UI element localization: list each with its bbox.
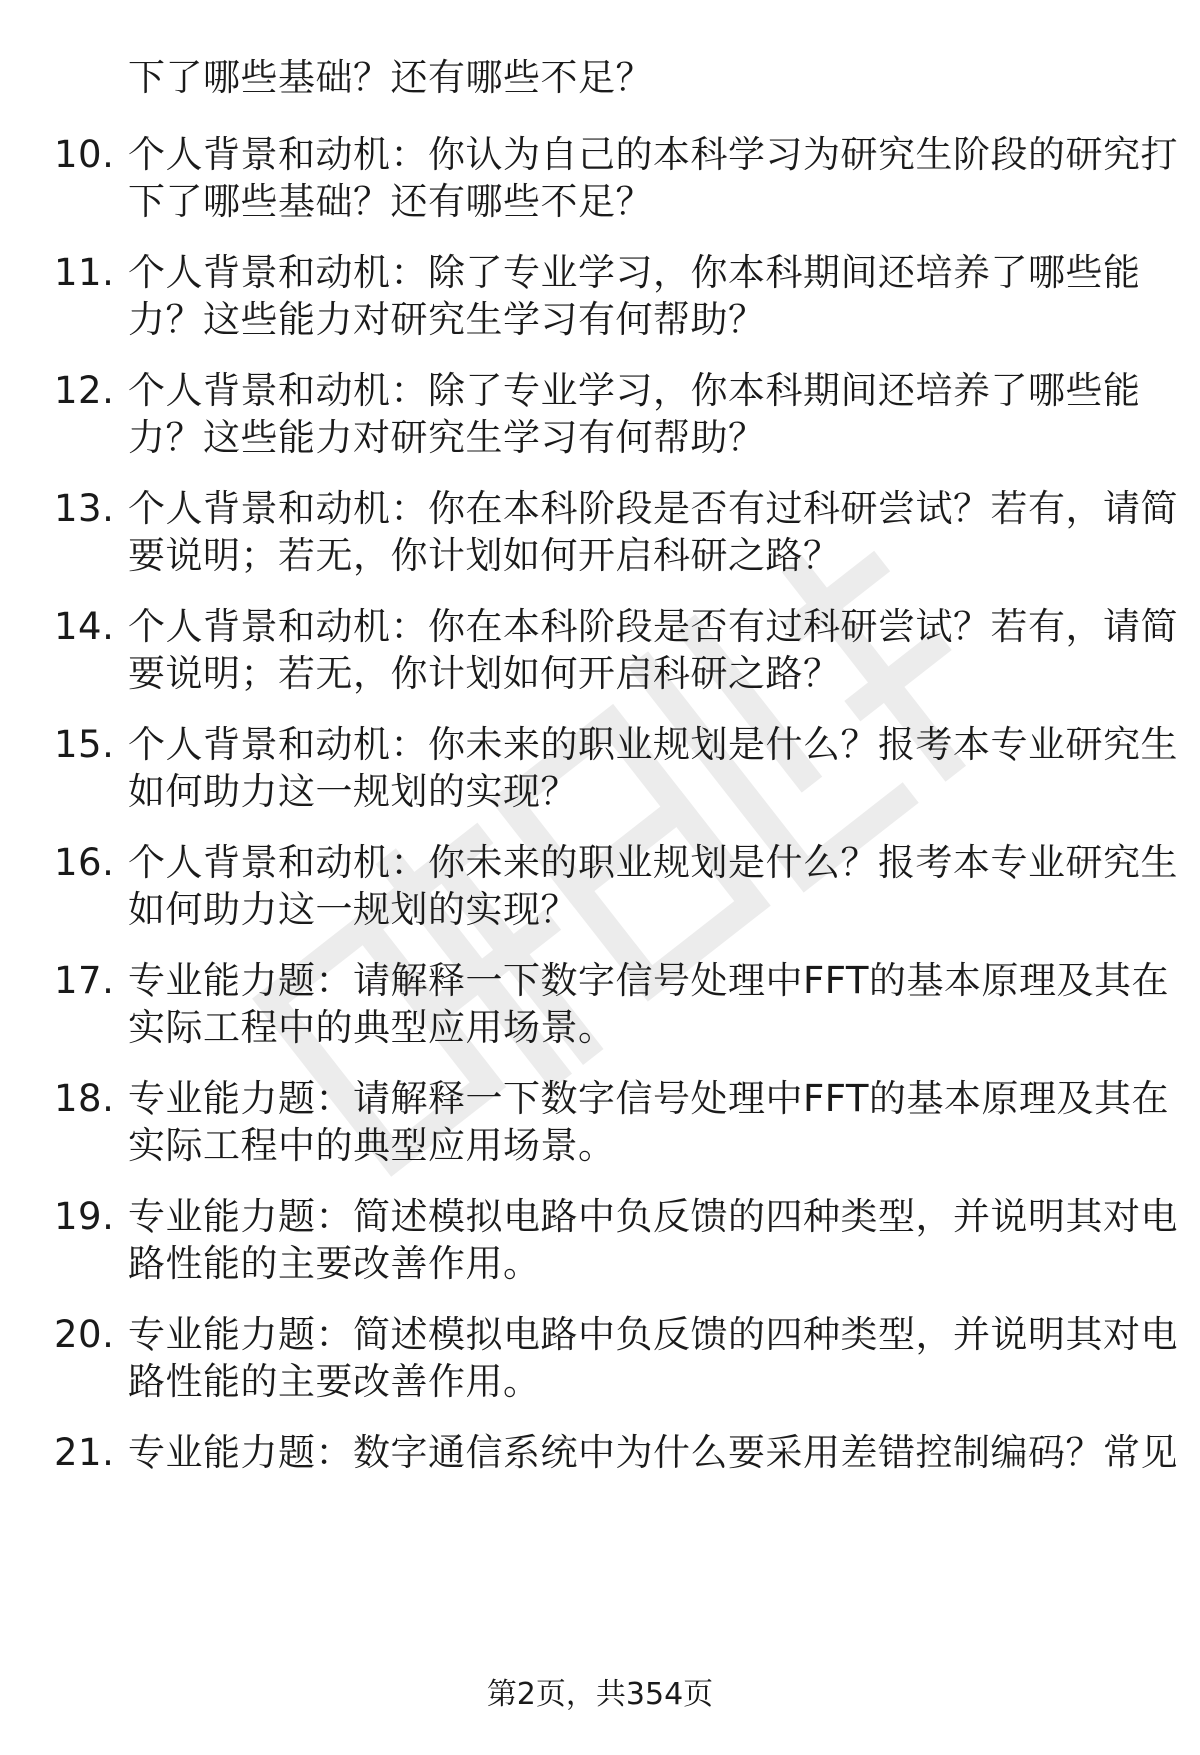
question-text-cont: 力？这些能力对研究生学习有何帮助？ (128, 298, 766, 341)
question-number: 11. (54, 251, 115, 294)
question-text: 专业能力题：数字通信系统中为什么要采用差错控制编码？常见 (128, 1431, 1178, 1474)
question-number: 10. (54, 133, 115, 176)
question-text: 个人背景和动机：你未来的职业规划是什么？报考本专业研究生 (128, 723, 1178, 766)
question-text-cont: 实际工程中的典型应用场景。 (128, 1124, 616, 1167)
question-text: 个人背景和动机：除了专业学习，你本科期间还培养了哪些能 (128, 251, 1141, 294)
question-text: 个人背景和动机：你未来的职业规划是什么？报考本专业研究生 (128, 841, 1178, 884)
question-text-cont: 实际工程中的典型应用场景。 (128, 1006, 616, 1049)
question-number: 20. (54, 1313, 115, 1356)
question-text: 专业能力题：请解释一下数字信号处理中FFT的基本原理及其在 (128, 959, 1170, 1002)
question-text-cont: 如何助力这一规划的实现？ (128, 770, 578, 813)
question-text: 专业能力题：请解释一下数字信号处理中FFT的基本原理及其在 (128, 1077, 1170, 1120)
question-text-cont: 路性能的主要改善作用。 (128, 1360, 541, 1403)
question-number: 19. (54, 1195, 115, 1238)
question-number: 18. (54, 1077, 115, 1120)
continuation-text: 下了哪些基础？还有哪些不足？ (128, 56, 653, 99)
question-number: 12. (54, 369, 115, 412)
page-number-footer: 第2页，共354页 (486, 1677, 714, 1712)
question-number: 15. (54, 723, 115, 766)
question-text-cont: 要说明；若无，你计划如何开启科研之路？ (128, 652, 841, 695)
question-text: 个人背景和动机：你认为自己的本科学习为研究生阶段的研究打 (128, 133, 1178, 176)
question-text: 个人背景和动机：除了专业学习，你本科期间还培养了哪些能 (128, 369, 1141, 412)
question-text-cont: 路性能的主要改善作用。 (128, 1242, 541, 1285)
question-text-cont: 要说明；若无，你计划如何开启科研之路？ (128, 534, 841, 577)
question-number: 16. (54, 841, 115, 884)
question-text-cont: 力？这些能力对研究生学习有何帮助？ (128, 416, 766, 459)
question-text: 专业能力题：简述模拟电路中负反馈的四种类型，并说明其对电 (128, 1313, 1178, 1356)
question-text: 个人背景和动机：你在本科阶段是否有过科研尝试？若有，请简 (128, 487, 1178, 530)
question-text-cont: 如何助力这一规划的实现？ (128, 888, 578, 931)
question-text-cont: 下了哪些基础？还有哪些不足？ (128, 180, 653, 223)
question-number: 21. (54, 1431, 115, 1474)
question-number: 13. (54, 487, 115, 530)
question-number: 14. (54, 605, 115, 648)
question-number: 17. (54, 959, 115, 1002)
question-text: 专业能力题：简述模拟电路中负反馈的四种类型，并说明其对电 (128, 1195, 1178, 1238)
question-text: 个人背景和动机：你在本科阶段是否有过科研尝试？若有，请简 (128, 605, 1178, 648)
